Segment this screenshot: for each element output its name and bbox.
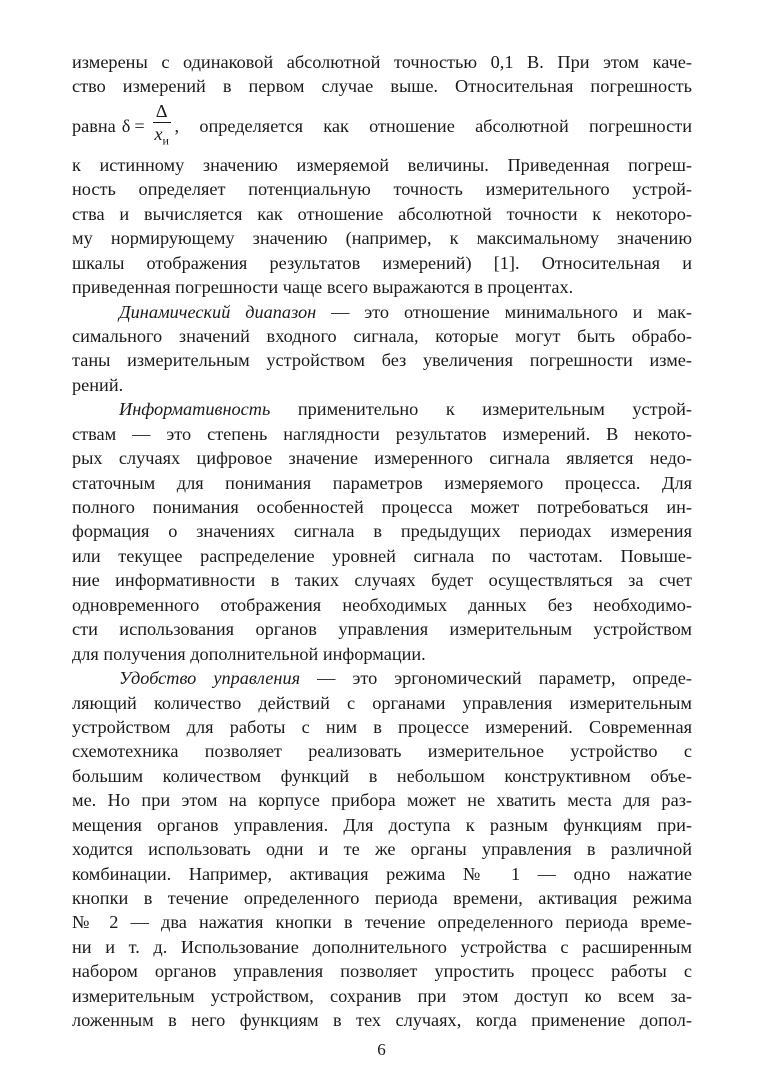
text-line: ство измерений в первом случае выше. Относительная погрешность (72, 76, 692, 97)
text-line: ложенным в него функциям в тех случаях, когда применение допол- (72, 1010, 692, 1031)
text-line: мещения органов управления. Для доступа к разным функциям при- (72, 814, 692, 835)
text-line: ляющий количество действий с органами управления измерительным (72, 692, 692, 713)
text-line: ние информативности в таких случаях будет осуществляться за счет (72, 570, 692, 591)
text-line: шкалы отображения результатов измерений) [1]. Относительная и (72, 252, 692, 273)
text-line: измерительным устройством, сохранив при этом доступ ко всем за- (72, 985, 692, 1006)
text-line: комбинации. Например, активация режима № 1 — одно нажатие (72, 863, 692, 884)
term-ease-of-control: Удобство управления (119, 668, 301, 689)
formula-equals: = (134, 115, 145, 136)
paragraph-informativeness (72, 397, 692, 666)
text-line: ствам — это степень наглядности результатов измерений. В некото- (72, 423, 692, 444)
text-line: схемотехника позволяет реализовать измерительное устройство с (72, 741, 692, 762)
text-line: ни и т. д. Использование дополнительного устройства с расширенным (72, 936, 692, 957)
text-line: Удобство управления — это эргономический параметр, опреде- (119, 668, 692, 689)
text-line: большим количеством функций в небольшом конструктивном объе- (72, 765, 692, 786)
text-line: формация о значениях сигнала в предыдущих периодах измерения (72, 521, 692, 542)
text-line: полного понимания особенностей процесса может потребоваться ин- (72, 497, 692, 517)
text-line: устройством для работы с ним в процессе измерений. Современная (72, 716, 692, 737)
text-line: ходится использовать одни и те же органы управления в различной (72, 839, 692, 860)
text-line: му нормирующему значению (например, к максимальному значению (72, 228, 692, 249)
text-line: или текущее распределение уровней сигнала по частотам. Повыше- (72, 545, 692, 566)
text-line: измерены с одинаковой абсолютной точностью 0,1 В. При этом каче- (72, 52, 692, 72)
text-line: одновременного отображения необходимых данных без необходимо- (72, 594, 692, 615)
text-line: набором органов управления позволяет упростить процесс работы с (72, 961, 692, 982)
text-line: статочным для понимания параметров измеряемого процесса. Для (72, 472, 692, 493)
text-line: сти использования органов управления измерительным устройством (72, 619, 692, 640)
text-line: ме. Но при этом на корпусе прибора может не хватить места для раз- (72, 790, 692, 811)
term-dynamic-range: Динамический диапазон (119, 301, 317, 322)
formula-line (72, 99, 692, 153)
formula-denominator: $x_и$ (154, 124, 169, 148)
text-line: приведенная погрешности чаще всего выражаются в процентах. (72, 277, 574, 298)
paragraph-dynamic-range (72, 300, 692, 398)
formula-prefix: равна (72, 115, 116, 136)
paragraph-ease-of-control (72, 666, 692, 1033)
text-line: таны измерительным устройством без увеличения погрешности изме- (72, 350, 692, 371)
paragraph-relative-error (72, 50, 692, 300)
formula-delta-symbol: δ (121, 115, 131, 136)
page-number: 6 (377, 1040, 386, 1059)
text-line: ства и вычисляется как отношение абсолютной точности к некоторо- (72, 203, 692, 224)
text-line: симального значений входного сигнала, которые могут быть обрабо- (72, 325, 692, 346)
text-line: № 2 — два нажатия кнопки в течение определенного периода време- (72, 912, 692, 933)
formula-numerator: Δ (153, 100, 171, 123)
text-line: кнопки в течение определенного периода времени, активация режима (72, 888, 692, 908)
formula-suffix: , определяется как отношение абсолютной погрешности (174, 115, 692, 136)
text-line: ность определяет потенциальную точность измерительного устрой- (72, 179, 692, 200)
page-body (72, 50, 692, 1033)
text-line: Информативность применительно к измерительным устрой- (119, 399, 692, 420)
text-line: рений. (72, 374, 124, 395)
term-informativeness: Информативность (119, 399, 271, 420)
text-line: Динамический диапазон — это отношение минимального и мак- (119, 301, 693, 322)
formula-fraction (153, 100, 171, 152)
text-line: рых случаях цифровое значение измеренного сигнала является недо- (72, 448, 692, 469)
text-line: к истинному значению измеряемой величины. Приведенная погреш- (72, 154, 692, 175)
relative-error-formula (122, 100, 171, 152)
text-line: для получения дополнительной информации. (72, 643, 426, 664)
